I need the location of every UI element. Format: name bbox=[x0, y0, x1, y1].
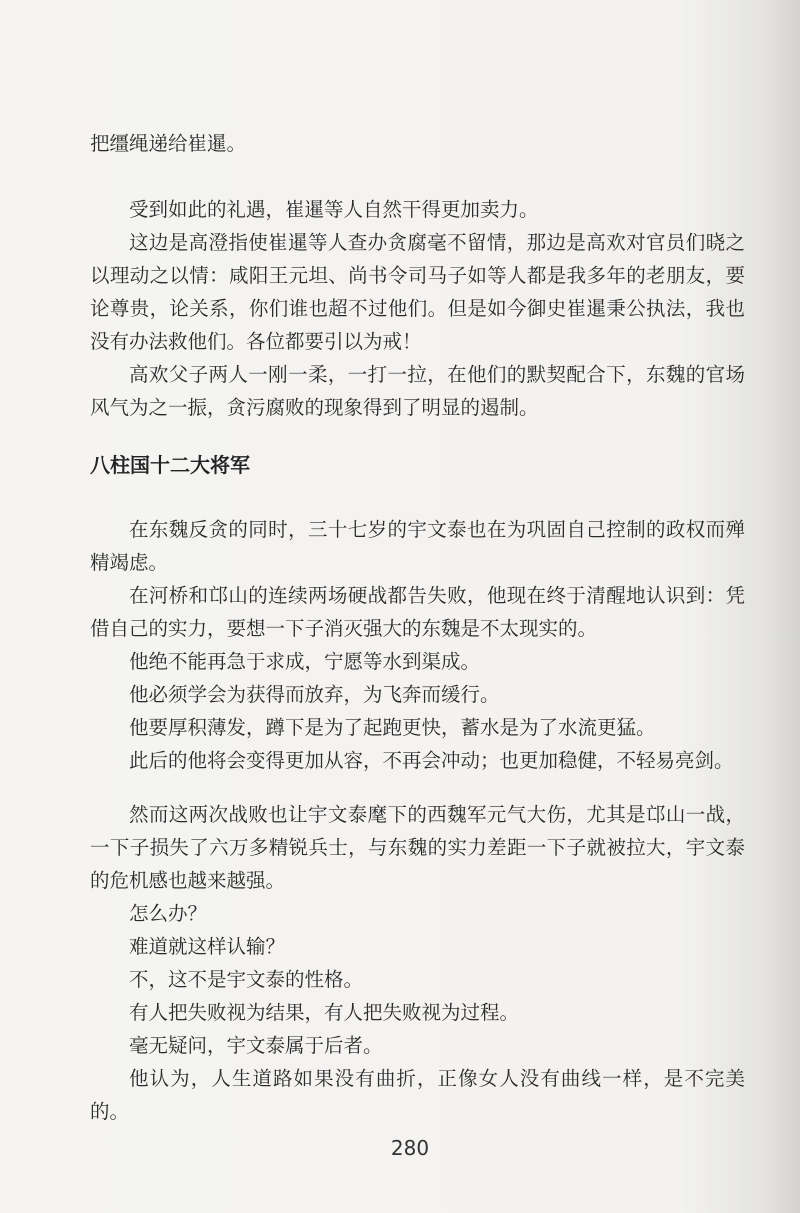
paragraph-6: 在河桥和邙山的连续两场硬战都告失败，他现在终于清醒地认识到：凭借自己的实力，要想一下子消灭强大的东魏是不太现实的。 bbox=[90, 584, 745, 640]
paragraph-9: 他要厚积薄发，蹲下是为了起跑更快，蓄水是为了水流更猛。 bbox=[129, 716, 656, 739]
paragraph-4: 高欢父子两人一刚一柔，一打一拉，在他们的默契配合下，东魏的官场风气为之一振，贪污腐败的现象得到了明显的遏制。 bbox=[90, 363, 745, 419]
paragraph-13: 难道就这样认输？ bbox=[129, 935, 286, 958]
paragraph-15: 有人把失败视为结果，有人把失败视为过程。 bbox=[129, 1001, 520, 1024]
section-heading: 八柱国十二大将军 bbox=[90, 453, 250, 477]
paragraph-14: 不，这不是宇文泰的性格。 bbox=[129, 968, 364, 991]
paragraph-8: 他必须学会为获得而放弃，为飞奔而缓行。 bbox=[129, 683, 500, 706]
page-number: 280 bbox=[390, 1136, 430, 1160]
paragraph-5: 在东魏反贪的同时，三十七岁的宇文泰也在为巩固自己控制的政权而殚精竭虑。 bbox=[90, 518, 745, 574]
paragraph-16: 毫无疑问，宇文泰属于后者。 bbox=[129, 1034, 383, 1057]
paragraph-7: 他绝不能再急于求成，宁愿等水到渠成。 bbox=[129, 650, 481, 673]
paragraph-11: 然而这两次战败也让宇文泰麾下的西魏军元气大伤，尤其是邙山一战，一下子损失了六万多精锐兵士，与东魏的实力差距一下子就被拉大，宇文泰的危机感也越来越强。 bbox=[90, 803, 745, 892]
paragraph-2: 受到如此的礼遇，崔暹等人自然干得更加卖力。 bbox=[129, 198, 539, 221]
paragraph-17: 他认为，人生道路如果没有曲折，正像女人没有曲线一样，是不完美的。 bbox=[90, 1067, 745, 1123]
paragraph-1: 把缰绳递给崔暹。 bbox=[90, 132, 247, 155]
paragraph-10: 此后的他将会变得更加从容，不再会冲动；也更加稳健，不轻易亮剑。 bbox=[129, 749, 734, 772]
paragraph-3: 这边是高澄指使崔暹等人查办贪腐毫不留情，那边是高欢对官员们晓之以理动之以情：咸阳王元坦、尚书令司马子如等人都是我多年的老朋友，要论尊贵，论关系，你们谁也超不过他们。但是如今御史崔暹秉公执法，我也没有办法救他们。各位都要引以为戒！ bbox=[90, 231, 745, 353]
paragraph-12: 怎么办？ bbox=[129, 902, 208, 925]
